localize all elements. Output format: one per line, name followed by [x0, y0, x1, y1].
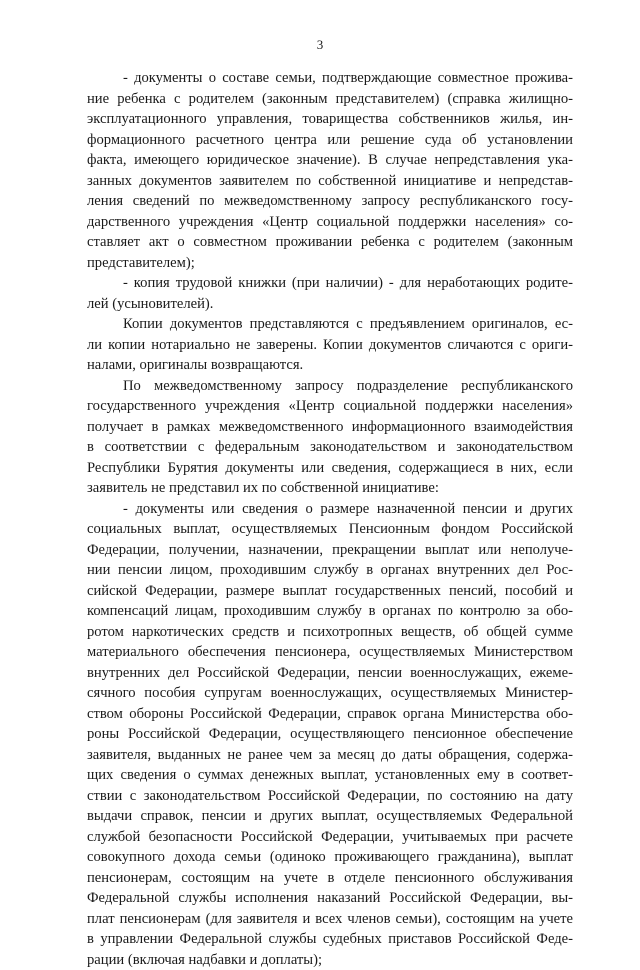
text-line: компенсаций лицам, проходившим службу в органах по контролю за обо- [87, 601, 573, 622]
text-line: нии пенсии лицом, проходившим службу в органах внутренних дел Рос- [87, 560, 573, 581]
text-line: ли копии нотариально не заверены. Копии документов сличаются с ориги- [87, 335, 573, 356]
text-line: - копия трудовой книжки (при наличии) - для неработающих родите- [87, 273, 573, 294]
text-line: факта, имеющего юридическое значение). В случае непредставления ука- [87, 150, 573, 171]
text-line: совокупного дохода семьи (одиноко проживающего гражданина), выплат [87, 847, 573, 868]
text-line: пенсионерам, состоящим на учете в отделе пенсионного обслуживания [87, 868, 573, 889]
text-line: государственного учреждения «Центр социальной поддержки населения» [87, 396, 573, 417]
text-line: формационного расчетного центра или решение суда об установлении [87, 130, 573, 151]
text-line: плат пенсионерам (для заявителя и всех членов семьи), состоящим на учете [87, 909, 573, 930]
text-line: службой безопасности Российской Федерации, учитываемых при расчете [87, 827, 573, 848]
text-line: налами, оригиналы возвращаются. [87, 355, 573, 376]
text-line: заявителя, выданных не ранее чем за месяц до даты обращения, содержа- [87, 745, 573, 766]
text-line: рации (включая надбавки и доплаты); [87, 950, 573, 970]
text-line: Федерации, получении, назначении, прекращении выплат или неполуче- [87, 540, 573, 561]
text-line: внутренних дел Российской Федерации, пенсии военнослужащих, ежеме- [87, 663, 573, 684]
text-line: социальных выплат, осуществляемых Пенсионным фондом Российской [87, 519, 573, 540]
text-line: роны Российской Федерации, осуществляющего пенсионное обеспечение [87, 724, 573, 745]
text-line: заявитель не представил их по собственной инициативе: [87, 478, 573, 499]
text-line: Федеральной службы исполнения наказаний Российской Федерации, вы- [87, 888, 573, 909]
text-line: в соответствии с федеральным законодательством и законодательством [87, 437, 573, 458]
text-line: сийской Федерации, размере выплат государственных пенсий, пособий и [87, 581, 573, 602]
text-line: лей (усыновителей). [87, 294, 573, 315]
text-line: ставляет акт о совместном проживании ребенка с родителем (законным [87, 232, 573, 253]
text-line: эксплуатационного управления, товарищества собственников жилья, ин- [87, 109, 573, 130]
text-line: По межведомственному запросу подразделение республиканского [87, 376, 573, 397]
text-line: ством обороны Российской Федерации, справок органа Министерства обо- [87, 704, 573, 725]
text-line: ствии с законодательством Российской Федерации, по состоянию на дату [87, 786, 573, 807]
text-line: ления сведений по межведомственному запросу республиканского госу- [87, 191, 573, 212]
text-line: Республики Бурятия документы или сведения, содержащиеся в них, если [87, 458, 573, 479]
text-line: Копии документов представляются с предъявлением оригиналов, ес- [87, 314, 573, 335]
text-line: представителем); [87, 253, 573, 274]
text-line: в управлении Федеральной службы судебных приставов Российской Феде- [87, 929, 573, 950]
text-line: сячного пособия супругам военнослужащих, осуществляемых Министер- [87, 683, 573, 704]
text-line: ротом наркотических средств и психотропных веществ, об общей сумме [87, 622, 573, 643]
text-line: занных документов заявителем по собственной инициативе и непредстав- [87, 171, 573, 192]
text-line: дарственного учреждения «Центр социальной поддержки населения» со- [87, 212, 573, 233]
text-line: - документы или сведения о размере назначенной пенсии и других [87, 499, 573, 520]
text-line: выдачи справок, пенсии и других выплат, осуществляемых Федеральной [87, 806, 573, 827]
text-line: - документы о составе семьи, подтверждающие совместное прожива- [87, 68, 573, 89]
body-text [87, 68, 573, 970]
text-line: материального обеспечения пенсионера, осуществляемых Министерством [87, 642, 573, 663]
text-line: ние ребенка с родителем (законным представителем) (справка жилищно- [87, 89, 573, 110]
text-line: получает в рамках межведомственного информационного взаимодействия [87, 417, 573, 438]
text-line: щих сведения о суммах денежных выплат, установленных ему в соответ- [87, 765, 573, 786]
page-number: 3 [0, 37, 640, 53]
